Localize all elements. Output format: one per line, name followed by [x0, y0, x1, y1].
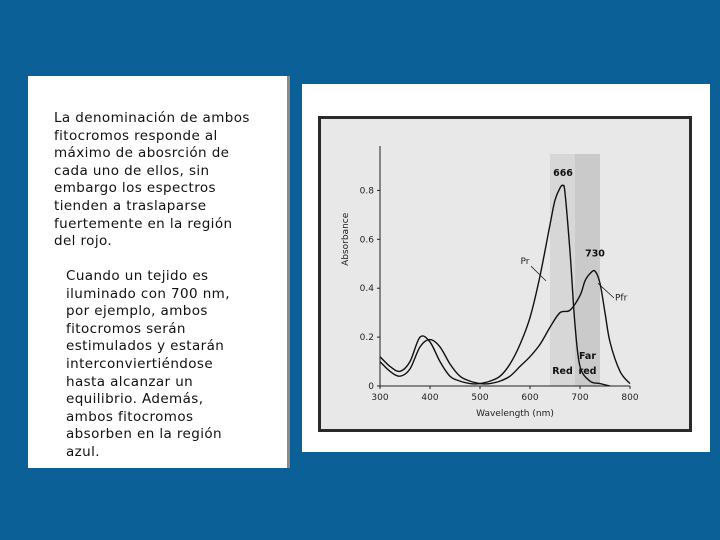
x-tick-label: 700: [571, 393, 589, 403]
y-tick-label: 0: [368, 382, 374, 392]
text-line: iluminado con 700 nm,: [66, 285, 230, 302]
text-line: cada uno de ellos, sin: [54, 162, 210, 179]
band-label-red: Red: [552, 365, 573, 377]
text-line: estimulados y estarán: [66, 338, 225, 355]
x-tick-label: 500: [471, 393, 489, 403]
x-tick-label: 400: [421, 393, 439, 403]
text-line: interconviertiéndose: [66, 355, 214, 372]
band-label-far: Far: [578, 351, 597, 363]
absorbance-chart: [302, 84, 710, 452]
peak-label-666: 666: [553, 167, 573, 179]
text-line: Cuando un tejido es: [66, 268, 209, 284]
text-panel: [28, 76, 290, 468]
text-line: La denominación de ambos: [54, 110, 250, 126]
chart-panel: [302, 84, 710, 452]
leader-line-pr: [531, 266, 546, 281]
paragraph-absorption: [54, 110, 282, 251]
series-label-pr: Pr: [520, 256, 530, 267]
text-line: del rojo.: [54, 233, 113, 250]
y-tick-label: 0.8: [359, 186, 374, 197]
text-line: embargo los espectros: [54, 180, 216, 197]
text-line: tienden a traslaparse: [54, 197, 207, 214]
text-line: fitocromos responde al: [54, 127, 218, 144]
text-line: por ejemplo, ambos: [66, 303, 208, 320]
text-line: fuertemente en la región: [54, 215, 233, 232]
y-axis-label: Absorbance: [341, 212, 351, 266]
text-line: fitocromos serán: [66, 320, 186, 337]
text-line: hasta alcanzar un: [66, 373, 194, 390]
text-line: máximo de abosrción de: [54, 145, 230, 162]
x-axis-label: Wavelength (nm): [476, 409, 554, 419]
series-label-pfr: Pfr: [615, 293, 628, 304]
text-line: azul.: [66, 443, 100, 460]
band-label-red-2: red: [578, 365, 597, 377]
y-tick-label: 0.4: [359, 284, 374, 295]
y-tick-label: 0.2: [359, 333, 374, 344]
text-line: equilibrio. Además,: [66, 391, 204, 408]
x-tick-label: 600: [521, 393, 539, 403]
leader-line-pfr: [598, 283, 614, 298]
peak-label-730: 730: [585, 248, 605, 260]
paragraph-equilibrium: [66, 268, 276, 462]
x-tick-label: 300: [371, 393, 389, 403]
y-tick-label: 0.6: [359, 235, 374, 246]
x-tick-label: 800: [621, 393, 639, 403]
text-line: absorben en la región: [66, 426, 222, 443]
text-line: ambos fitocromos: [66, 408, 194, 425]
